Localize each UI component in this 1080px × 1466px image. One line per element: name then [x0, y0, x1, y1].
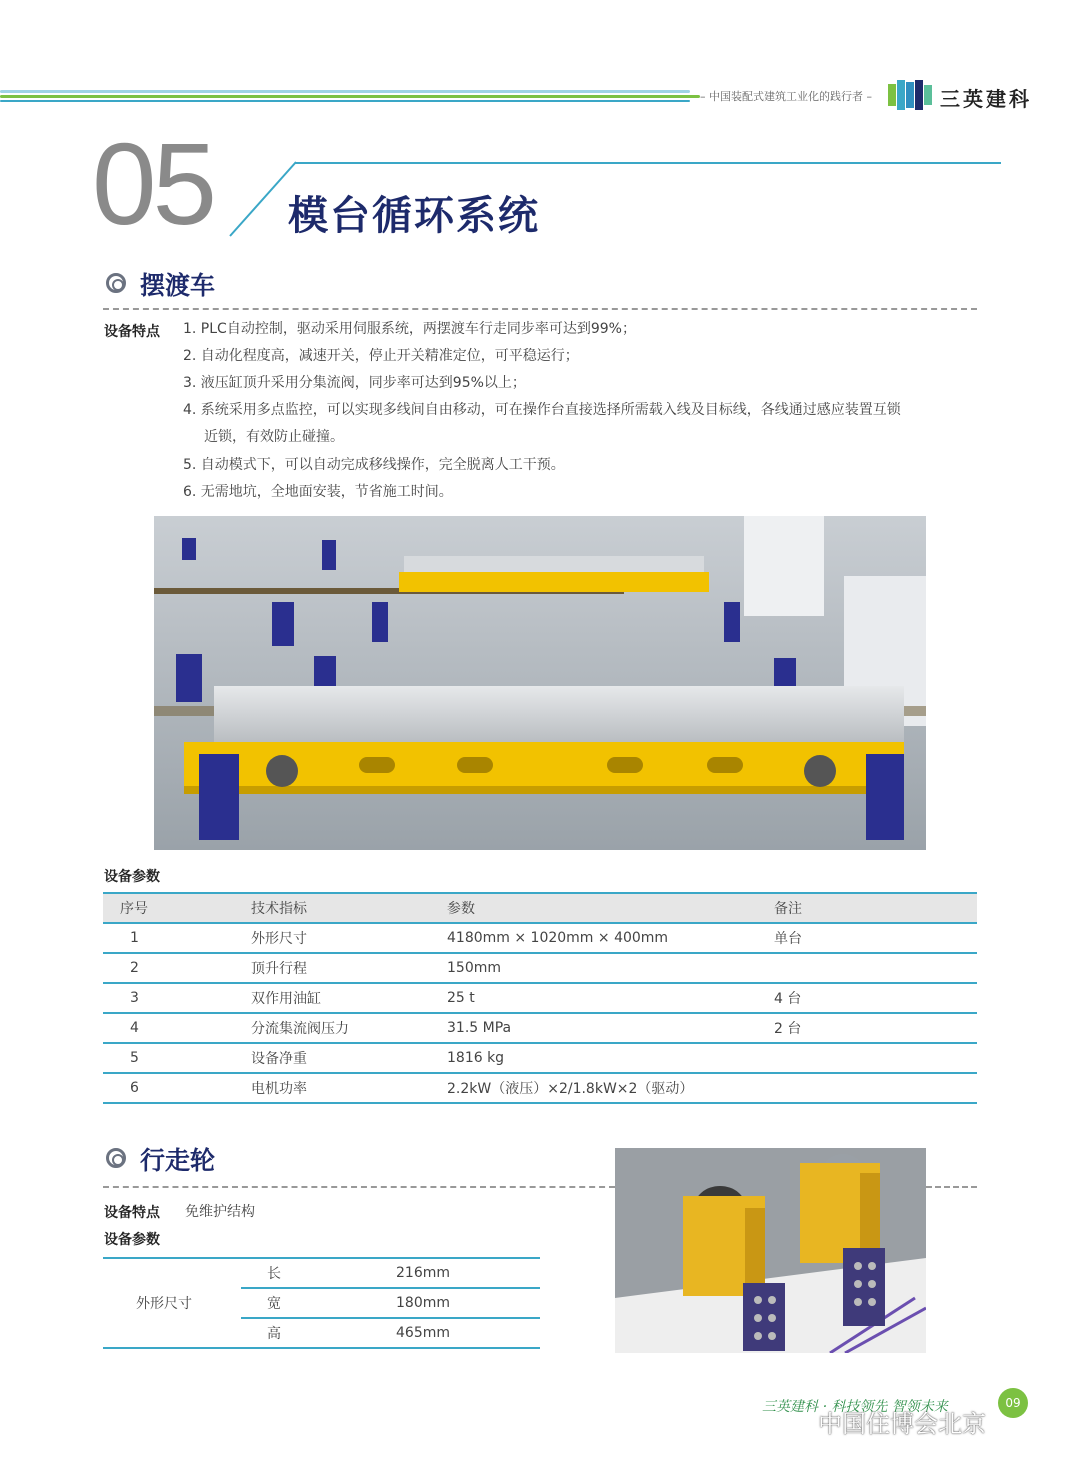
wheel-photo: [615, 1148, 926, 1353]
table-cell: 单台: [774, 923, 977, 953]
table-row: [103, 983, 977, 1013]
table-cell: 设备净重: [251, 1043, 447, 1073]
header-tagline: – 中国装配式建筑工业化的践行者 –: [700, 90, 872, 103]
wheel-heading: 行走轮: [140, 1146, 216, 1175]
table-cell: 4: [103, 1013, 251, 1043]
table-cell: 外形尺寸: [103, 1259, 241, 1348]
feature-item: 5. 自动模式下，可以自动完成移线操作，完全脱离人工干预。: [183, 457, 565, 473]
table-cell: 宽: [241, 1288, 396, 1318]
table-cell: 6: [103, 1073, 251, 1103]
feature-item: 2. 自动化程度高，减速开关，停止开关精准定位，可平稳运行；: [183, 348, 579, 364]
table-cell: 1816 kg: [447, 1043, 774, 1073]
table-cell: 双作用油缸: [251, 983, 447, 1013]
table-cell: 25 t: [447, 983, 774, 1013]
params-label: 设备参数: [104, 1232, 160, 1248]
brand-logo-icon: [888, 80, 932, 110]
wheel-params-table: [103, 1259, 540, 1349]
table-cell: 2.2kW（液压）×2/1.8kW×2（驱动）: [447, 1073, 774, 1103]
features-label: 设备特点: [104, 1205, 160, 1221]
page-number: 09: [998, 1388, 1028, 1418]
table-cell: 216mm: [396, 1259, 540, 1288]
table-cell: 2 台: [774, 1013, 977, 1043]
table-cell: 5: [103, 1043, 251, 1073]
table-row: [103, 1259, 540, 1288]
table-cell: 31.5 MPa: [447, 1013, 774, 1043]
table-cell: 3: [103, 983, 251, 1013]
feature-item: 1. PLC自动控制，驱动采用伺服系统，两摆渡车行走同步率可达到99%；: [183, 321, 636, 337]
header-stripe: [0, 100, 690, 102]
section-rule: [295, 162, 1001, 164]
table-cell: 高: [241, 1318, 396, 1348]
table-cell: 长: [241, 1259, 396, 1288]
table-header-row: [103, 894, 977, 923]
table-cell: 180mm: [396, 1288, 540, 1318]
table-header-cell: 参数: [447, 894, 774, 923]
wheel-feature: 免维护结构: [185, 1204, 255, 1220]
table-cell: 4180mm × 1020mm × 400mm: [447, 923, 774, 953]
table-cell: 4 台: [774, 983, 977, 1013]
feature-item: 4. 系统采用多点监控，可以实现多线间自由移动，可在操作台直接选择所需载入线及目标线，各线通过感应装置互锁: [183, 402, 901, 418]
table-row: [103, 953, 977, 983]
wechat-watermark: 中国住博会北京: [818, 1410, 986, 1438]
table-header-cell: 序号: [103, 894, 251, 923]
footer-slogan: 三英建科 · 科技领先 智领未来: [762, 1399, 948, 1415]
features-label: 设备特点: [104, 324, 160, 340]
table-cell: 465mm: [396, 1318, 540, 1348]
table-cell: 1: [103, 923, 251, 953]
table-row: [103, 1043, 977, 1073]
table-cell: [774, 1073, 977, 1103]
table-row: [103, 923, 977, 953]
bullet-circle-icon: [106, 273, 126, 293]
header-stripe: [0, 95, 700, 98]
table-cell: 150mm: [447, 953, 774, 983]
table-cell: [774, 1043, 977, 1073]
table-cell: [774, 953, 977, 983]
table-cell: 分流集流阀压力: [251, 1013, 447, 1043]
feature-item: 近锁，有效防止碰撞。: [204, 429, 344, 445]
table-header-cell: 技术指标: [251, 894, 447, 923]
feature-item: 3. 液压缸顶升采用分集流阀，同步率可达到95%以上；: [183, 375, 526, 391]
ferry-cart-heading: 摆渡车: [140, 271, 216, 300]
section-number: 05: [92, 119, 214, 249]
table-row: [103, 1073, 977, 1103]
table-row: [103, 1013, 977, 1043]
table-cell: 2: [103, 953, 251, 983]
table-cell: 顶升行程: [251, 953, 447, 983]
ferry-cart-photo: [154, 516, 926, 850]
table-cell: 电机功率: [251, 1073, 447, 1103]
table-cell: 外形尺寸: [251, 923, 447, 953]
ferry-cart-params-table: [103, 894, 977, 1104]
header-stripe: [0, 90, 690, 93]
feature-item: 6. 无需地坑，全地面安装，节省施工时间。: [183, 484, 453, 500]
table-header-cell: 备注: [774, 894, 977, 923]
dashed-divider: [926, 1186, 977, 1188]
brand-name: 三英建科: [940, 87, 1032, 111]
params-label: 设备参数: [104, 869, 160, 885]
dashed-divider: [103, 308, 977, 310]
section-title: 模台循环系统: [288, 193, 540, 239]
dashed-divider: [103, 1186, 615, 1188]
bullet-circle-icon: [106, 1148, 126, 1168]
